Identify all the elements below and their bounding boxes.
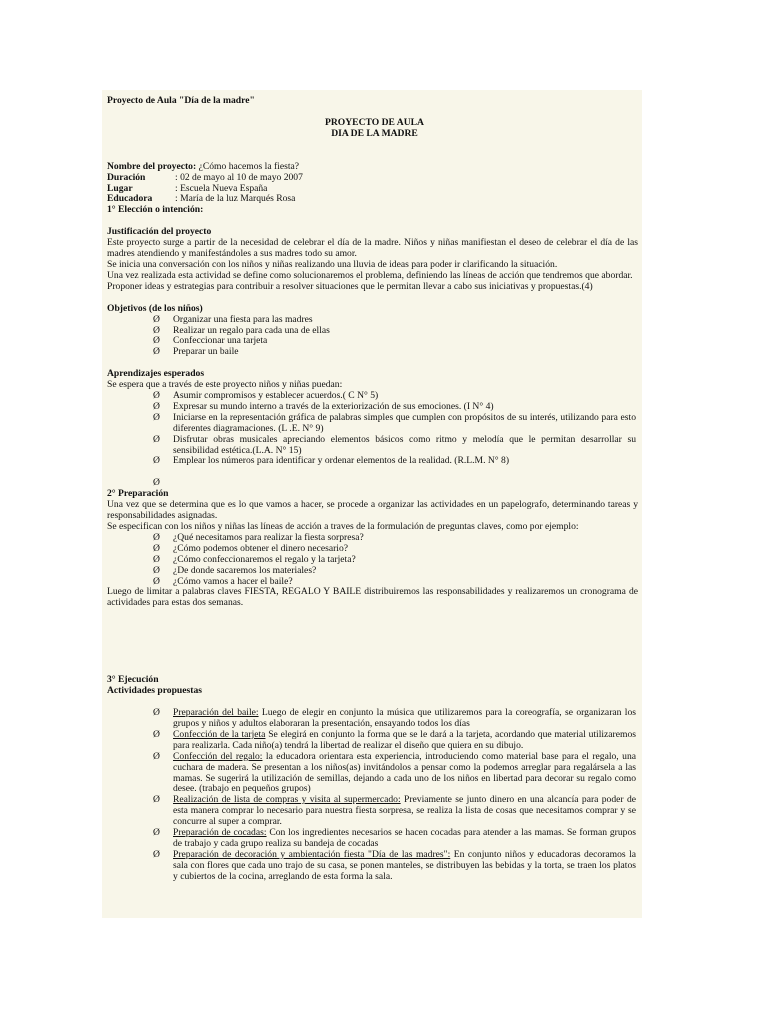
list-item: Ø Preparar un baile [153,346,239,358]
list-item: Ø Preparación del baile: Luego de elegir en conjunto la música que utilizaremos para la coreografía, se organizaran los grupos y niños y adultos elaboraran la presentación, ensayando todos los días [153,707,636,729]
list-item: Ø Disfrutar obras musicales apreciando elementos básicos como ritmo y melodía que le permitan desarrollar su sensibilidad estética.(L.A. N° 15) [153,433,636,456]
document-header-label: Proyecto de Aula "Día de la madre" [107,95,255,106]
project-name-row [107,162,642,173]
list-item: Ø Confección del regalo: la educadora orientara esta experiencia, introduciendo como material base para el regalo, una cuchara de madera. Se presentan a los niños(as) invitándolos a pensar como la podemos arreglar para regalársela a las mamas. Se sugerirá la utilización de semillas, dejando a cada uno de los niños en libertad para decorar su regalo como desee. (trabajo en pequeños grupos) [153,750,637,795]
bullet-icon: Ø [153,531,160,543]
list-item: Ø Realización de lista de compras y visita al supermercado: Previamente se junto dinero en una alcancía para poder de esta manera comprar lo necesario para nuestra fiesta sorpresa, se realiza la lista de cosas que necesitamos comprar y se concurre al super a comprar. [153,794,637,828]
justification-paragraph: Este proyecto surge a partir de la necesidad de celebrar el día de la madre. Niños y niñas manifiestan el deseo de celebrar el día de las madres atendiendo y manifestándoles a sus madres todo su amor. [107,237,638,260]
execution-subheading: Actividades propuestas [107,685,202,697]
place-value: : Escuela Nueva España [175,182,268,194]
duration-value: : 02 de mayo al 10 de mayo 2007 [175,171,303,183]
bullet-icon: Ø [153,750,160,762]
bullet-icon: Ø [153,728,160,740]
bullet-icon: Ø [153,324,160,336]
activity-title: Confección de la tarjeta [173,728,266,740]
execution-heading: 3° Ejecución [107,674,159,686]
list-item: Ø Preparación de decoración y ambientación fiesta "Día de las madres": En conjunto niños y educadoras decoramos la sala con flores que cada uno trajo de su casa, se ponen manteles, se distribuyen las bebidas y la torta, se traen los platos y cubiertos de la cocina, arreglando de esta forma la sala. [153,848,636,882]
learning-list [107,391,642,489]
preparation-paragraph: Luego de limitar a palabras claves FIESTA, REGALO Y BAILE distribuiremos las responsabilidades y realizaremos un cronograma de actividades para estas dos semanas. [107,586,638,609]
bullet-icon: Ø [153,390,160,402]
project-name-key: Nombre del proyecto: [107,160,197,172]
activities-list [107,708,642,883]
bullet-icon: Ø [153,433,160,445]
list-item: Ø Preparación de cocadas: Con los ingredientes necesarios se hacen cocadas para atender a las mamas. Se forman grupos de trabajo y cada grupo realiza su bandeja de cocadas [153,827,636,849]
activity-title: Preparación del baile: [173,707,259,719]
list-item: Ø ¿Cómo podemos obtener el dinero necesario? [153,542,349,554]
bullet-icon: Ø [153,542,160,554]
bullet-icon: Ø [153,477,160,489]
bullet-icon: Ø [153,575,160,587]
activity-title: Preparación de cocadas: [173,827,267,839]
list-item: Ø ¿Cómo vamos a hacer el baile? [153,575,293,587]
list-item: Ø Realizar un regalo para cada una de ellas [153,324,330,336]
list-item: Ø Organizar una fiesta para las madres [153,313,313,325]
bullet-icon: Ø [153,411,160,423]
duration-key: Duración [107,171,146,183]
title-line-1: PROYECTO DE AULA [325,116,424,128]
project-name-value: ¿Cómo hacemos la fiesta? [198,160,300,172]
place-key: Lugar [107,182,133,194]
bullet-icon: Ø [153,400,160,412]
objectives-heading: Objetivos (de los niños) [107,302,203,314]
activity-title: Preparación de decoración y ambientación fiesta "Día de las madres": [173,848,451,860]
justification-paragraph: Proponer ideas y estrategias para contribuir a resolver situaciones que le permitan llevar a cabo sus iniciativas y propuestas.(4) [107,280,593,292]
questions-list [107,533,642,588]
justification-heading: Justificación del proyecto [107,226,212,238]
bullet-icon: Ø [153,707,160,719]
bullet-icon: Ø [153,455,160,467]
preparation-paragraph: Una vez que se determina que es lo que vamos a hacer, se procede a organizar las actividades en un papelografo, determinando tareas y responsabilidades asignadas. [107,499,638,522]
list-item: Ø Expresar su mundo interno a través de la exteriorización de sus emociones. (I N° 4) [153,400,494,412]
list-item: Ø ¿Cómo confeccionaremos el regalo y la tarjeta? [153,553,356,565]
preparation-heading: 2° Preparación [107,488,169,500]
bullet-icon: Ø [153,335,160,347]
list-item: Ø Iniciarse en la representación gráfica de palabras simples que cumplen con propósitos de su interés, utilizando para esto diferentes diagramaciones. (L .E. N° 9) [153,411,636,434]
list-item: Ø ¿De donde sacaremos los materiales? [153,564,317,576]
learning-intro: Se espera que a través de este proyecto niños y niñas puedan: [107,379,343,391]
justification-paragraph: Se inicia una conversación con los niños y niñas realizando una lluvia de ideas para poder ir clarificando la situación. [107,258,558,270]
section-1-heading: 1° Elección o intención: [107,204,204,216]
objectives-list [107,315,642,359]
list-item: Ø Emplear los números para identificar y ordenar elementos de la realidad. (R.L.M. N° 8) [153,455,510,467]
preparation-paragraph: Se especifican con los niños y niñas las líneas de acción a traves de la formulación de preguntas claves, como por ejemplo: [107,521,579,532]
title-line-2: DIA DE LA MADRE [331,127,418,139]
bullet-icon: Ø [153,346,160,358]
bullet-icon: Ø [153,794,160,806]
list-item: Ø Confección de la tarjeta Se elegirá en conjunto la forma que se le dará a la tarjeta, acordando que material utilizaremos para realizarla. Cada niño(a) tendrá la libertad de realizar el diseño que quiera en su dibujo. [153,728,636,751]
list-item: Ø Confeccionar una tarjeta [153,335,268,347]
bullet-icon: Ø [153,827,160,839]
list-item: Ø Asumir compromisos y establecer acuerdos.( C N° 5) [153,390,379,402]
document-page [102,90,642,918]
bullet-icon: Ø [153,848,160,860]
list-item [107,478,642,489]
duration-row [107,173,642,184]
bullet-icon: Ø [153,564,160,576]
learning-heading: Aprendizajes esperados [107,368,205,380]
bullet-icon: Ø [153,313,160,325]
activity-title: Realización de lista de compras y visita al supermercado: [173,794,401,806]
teacher-value: : María de la luz Marqués Rosa [175,193,296,205]
activity-title: Confección del regalo: [173,750,263,762]
bullet-icon: Ø [153,553,160,565]
justification-paragraph: Una vez realizada esta actividad se define como solucionaremos el problema, definiendo las líneas de acción que tendremos que abordar. [107,269,633,281]
list-item: Ø ¿Qué necesitamos para realizar la fiesta sorpresa? [153,531,364,543]
teacher-key: Educadora [107,193,153,205]
